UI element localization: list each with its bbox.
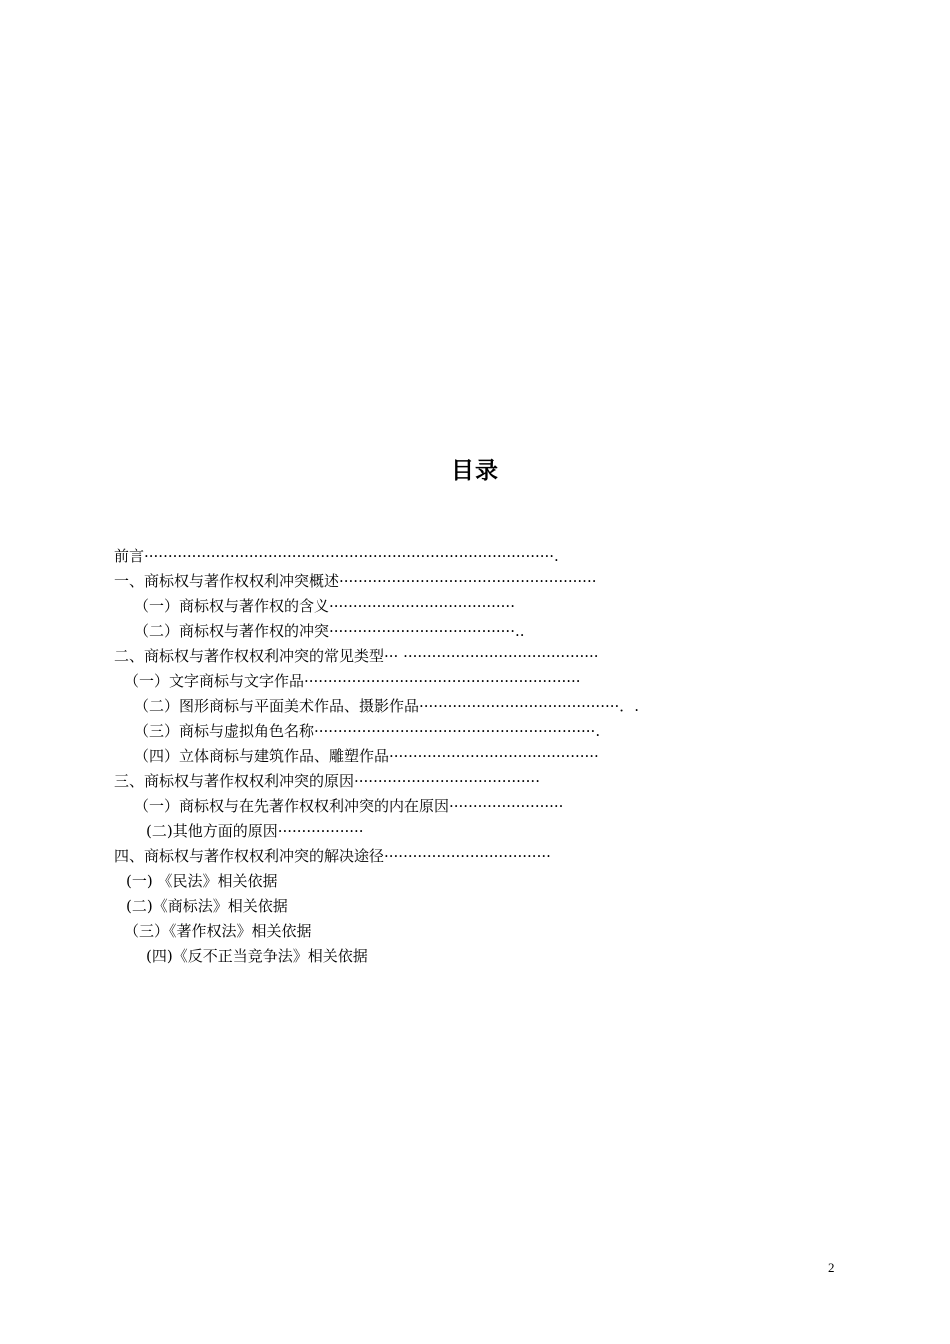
toc-entry-chapter-3[interactable]: 三、商标权与著作权权利冲突的原因·······································	[114, 772, 540, 790]
toc-entry-chapter-4[interactable]: 四、商标权与著作权权利冲突的解决途径···································	[114, 847, 551, 865]
toc-entry-2-3[interactable]: （三）商标与虚拟角色名称···························································.	[134, 722, 601, 740]
toc-entry-chapter-2[interactable]: 二、商标权与著作权权利冲突的常见类型··· ·········································	[114, 647, 599, 665]
toc-entry-3-2[interactable]: (二)其他方面的原因··················	[146, 822, 364, 840]
toc-entry-chapter-1[interactable]: 一、商标权与著作权权利冲突概述······················································	[114, 572, 597, 590]
toc-entry-1-1[interactable]: （一）商标权与著作权的含义·······································	[134, 597, 515, 615]
toc-entry-2-2[interactable]: （二）图形商标与平面美术作品、摄影作品··········································．.	[134, 697, 640, 715]
toc-title: 目录	[451, 458, 499, 484]
toc-entry-preface[interactable]: 前言······················································································.	[114, 547, 559, 565]
toc-entry-2-1[interactable]: （一）文字商标与文字作品··························································	[124, 672, 581, 690]
toc-entry-4-1[interactable]: (一) 《民法》相关依据	[126, 872, 278, 890]
page-number: 2	[828, 1260, 835, 1275]
toc-entry-3-1[interactable]: （一）商标权与在先著作权权利冲突的内在原因························	[134, 797, 564, 815]
toc-entry-4-4[interactable]: (四)《反不正当竞争法》相关依据	[146, 947, 368, 965]
toc-entry-2-4[interactable]: （四）立体商标与建筑作品、雕塑作品············································	[134, 747, 599, 765]
toc-entry-1-2[interactable]: （二）商标权与著作权的冲突·······································..	[134, 622, 525, 640]
toc-entry-4-3[interactable]: （三）《著作权法》相关依据	[124, 922, 312, 940]
toc-entry-4-2[interactable]: (二)《商标法》相关依据	[126, 897, 288, 915]
